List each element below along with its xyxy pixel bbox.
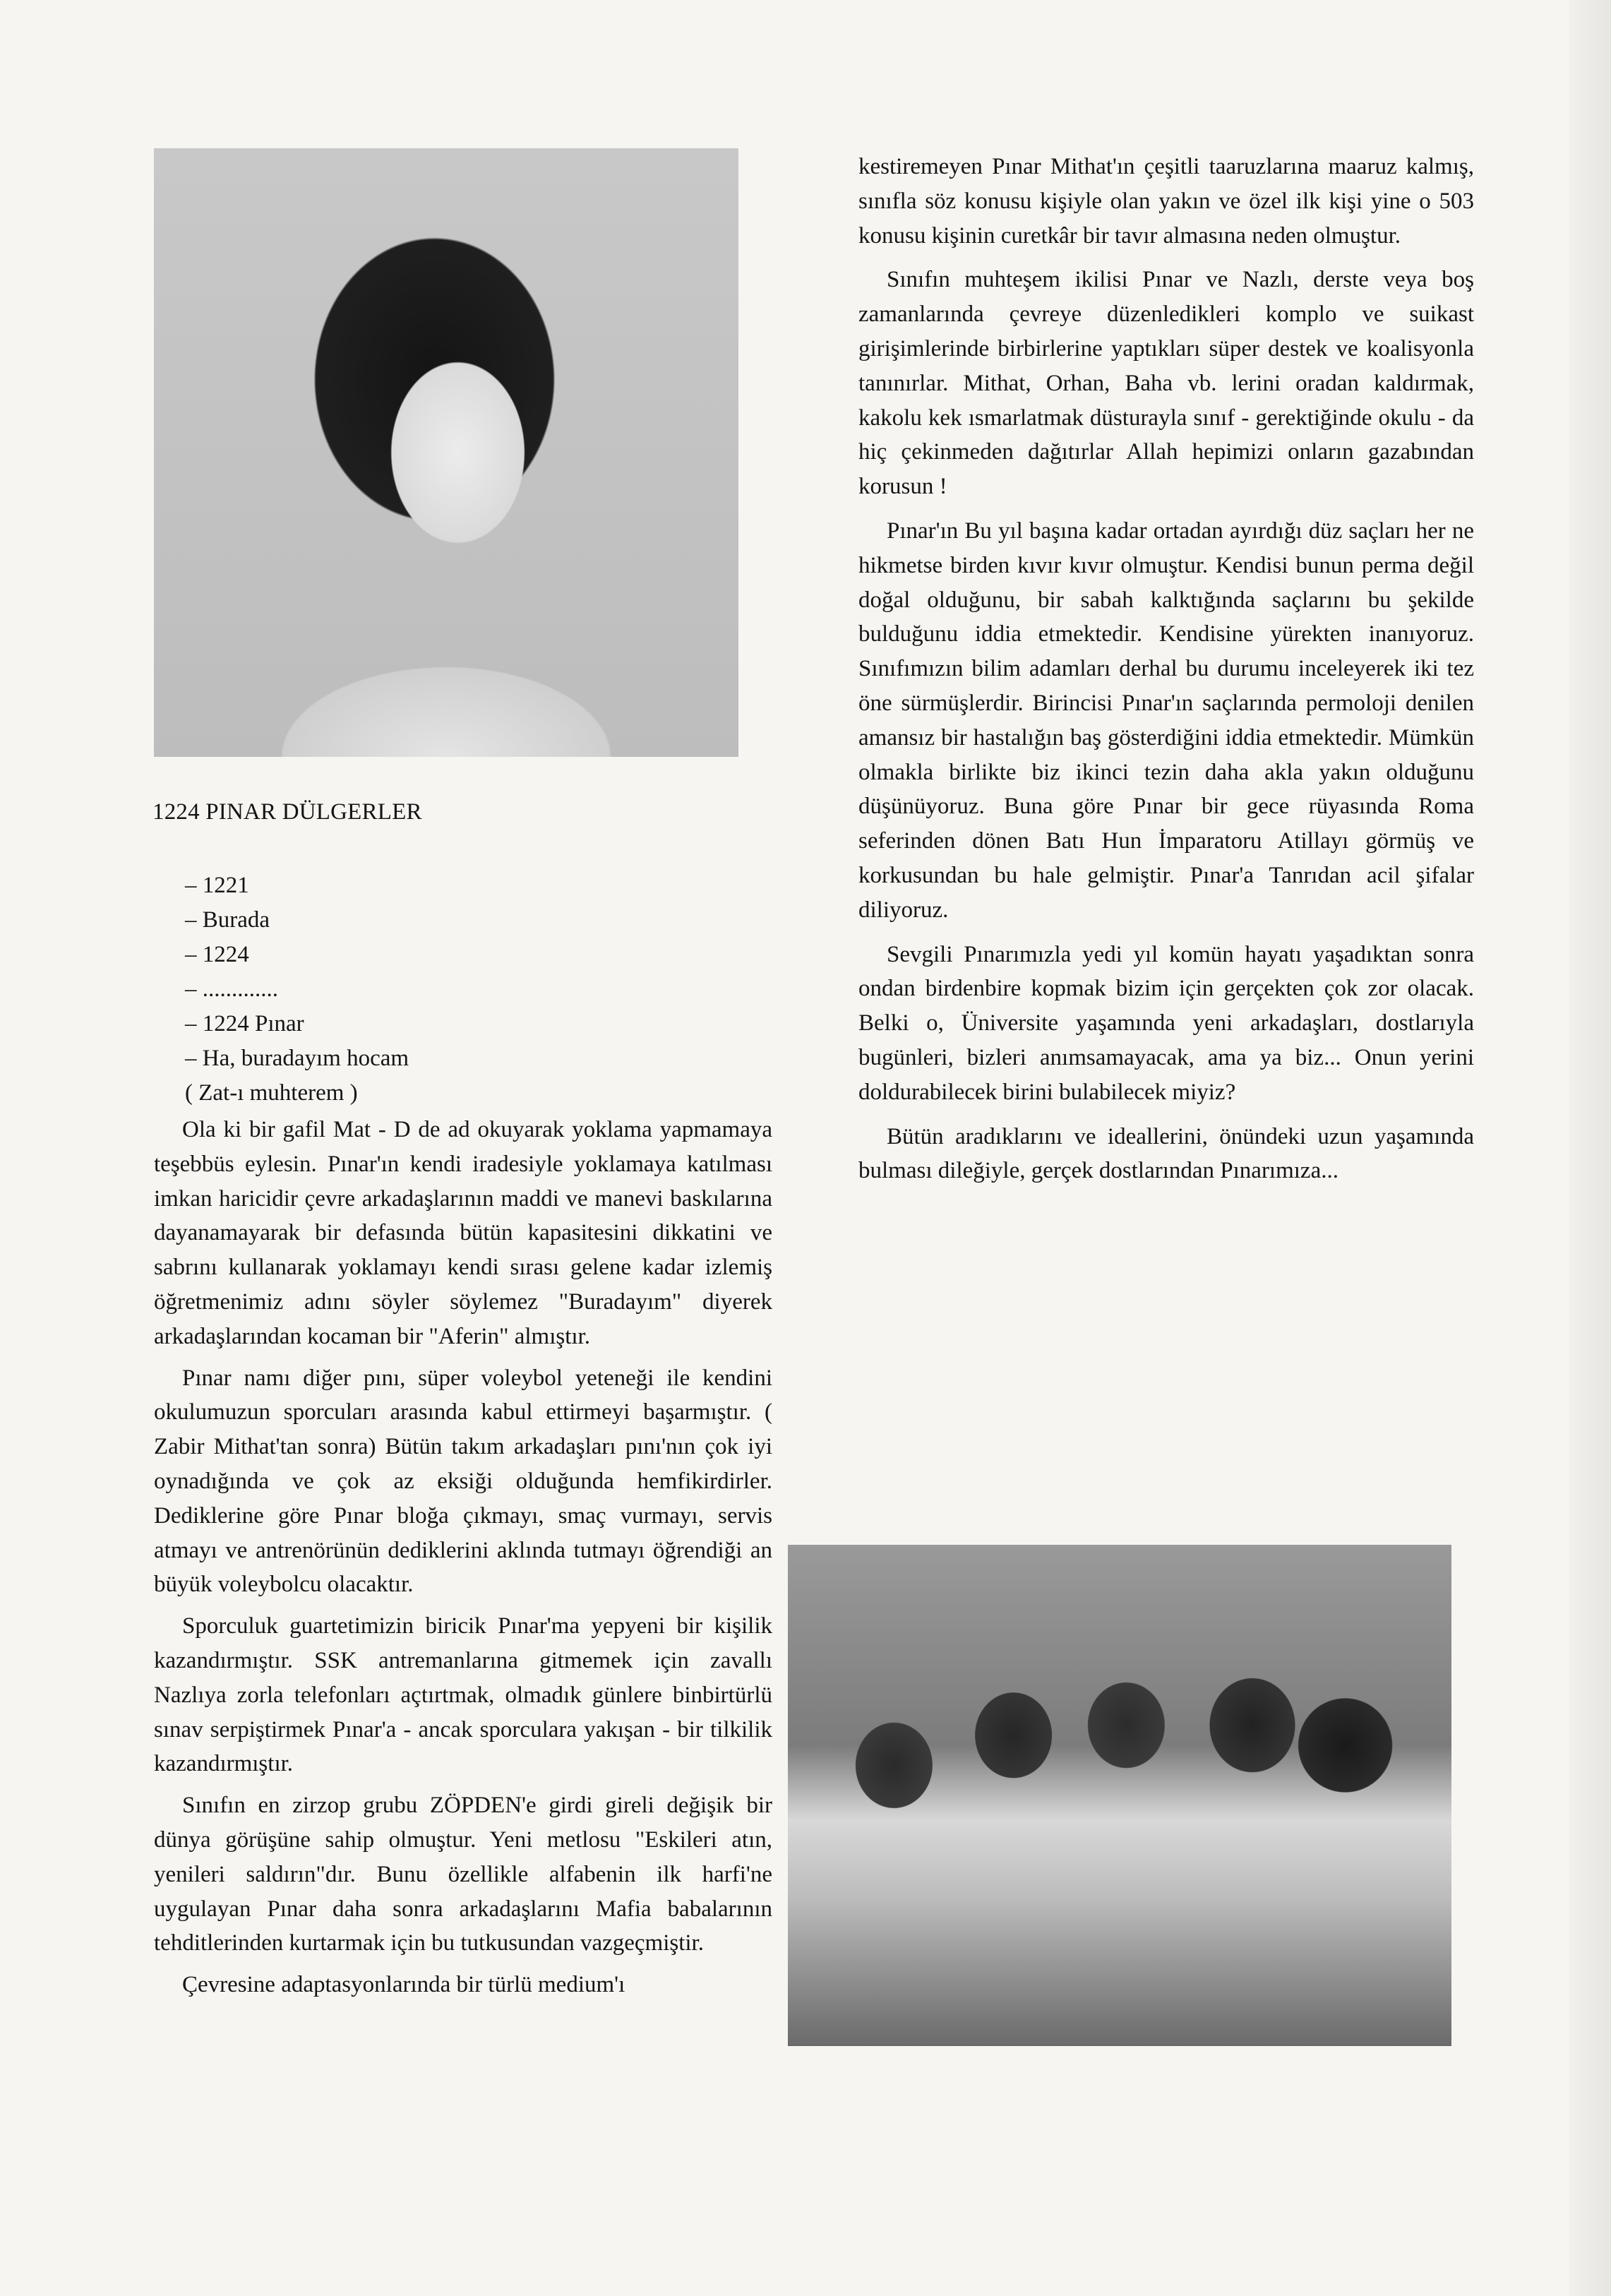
dialog-line: – 1224 [185,942,249,967]
dialog-line: – ............. [185,976,278,1002]
dialog-block [185,868,764,1111]
paragraph: Sporculuk guartetimizin biricik Pınar'ma yepyeni bir kişilik kazandırmıştır. SSK antremanlarına gitmemek için zavallı Nazlıya zorla telefonları açtırtmak, olmadık günlere binbirtürlü sınav serpiştirmek Pınar'a - ancak sporculara yakışan - bir tilkilik kazandırmıştır. [154,1613,772,1777]
paragraph: Sınıfın muhteşem ikilisi Pınar ve Nazlı, derste veya boş zamanlarında çevreye düzenledikleri komplo ve suikast girişimlerinde birbirlerine yaptıkları süper destek ve koalisyonla tanınırlar. Mithat, Orhan, Baha vb. lerini oradan kaldırmak, kakolu kek ısmarlatmak düsturayla sınıf - gerektiğinde okulu - da hiç çekinmeden dağıtırlar Allah hepimizi onların gazabından korusun ! [858,267,1474,500]
dialog-line: – 1224 Pınar [185,1011,304,1036]
dialog-line: – 1221 [185,873,249,898]
dialog-line: – Ha, buradayım hocam [185,1046,409,1071]
paragraph: Sınıfın en zirzop grubu ZÖPDEN'e girdi gireli değişik bir dünya görüşüne sahip olmuştur. Yeni metlosu "Eskileri atın, yenileri saldırın"dır. Bunu özellikle alfabenin ilk harfi'ne uygulayan Pınar daha sonra arkadaşlarını Mafia babalarının tehditlerinden kurtarmak için bu tutkusundan vazgeçmiştir. [154,1793,772,1956]
dialog-line: ( Zat-ı muhterem ) [185,1080,358,1106]
paragraph: Pınar'ın Bu yıl başına kadar ortadan ayırdığı düz saçları her ne hikmetse birden kıvır kıvır olmuştur. Kendisi bunun perma değil doğal olduğunu, bir sabah kalktığında saçlarını bu şekilde bulduğunu iddia etmektedir. Kendisine yürekten inanıyoruz. Sınıfımızın bilim adamları derhal bu durumu inceleyerek iki tez öne sürmüşlerdir. Birincisi Pınar'ın saçlarında permoloji denilen amansız bir hastalığın baş gösterdiğini iddia etmektedir. Mümkün olmakla birlikte biz ikinci tezin daha akla yakın olduğunu düşünüyoruz. Buna göre Pınar bir gece rüyasında Roma seferinden dönen Batı Hun İmparatoru Atillayı görmüş ve korkusundan bu hale gelmiştir. Pınar'a Tanrıdan acil şifalar diliyoruz. [858,518,1474,923]
paragraph: Sevgili Pınarımızla yedi yıl komün hayatı yaşadıktan sonra ondan birdenbire kopmak bizim için gerçekten çok zor olacak. Belki o, Üniversite yaşamında yeni arkadaşları, dostlarıyla bugünleri, bizleri anımsamayacak, ama ya biz... Onun yerini doldurabilecek birini bulabilecek miyiz? [858,941,1474,1105]
portrait-photo [154,148,738,757]
paragraph: kestiremeyen Pınar Mithat'ın çeşitli taaruzlarına maaruz kalmış, sınıfla söz konusu kişiyle olan yakın ve özel ilk kişi yine o 503 konusu kişinin curetkâr bir tavır almasına neden olmuştur. [858,154,1474,249]
student-caption: 1224 PINAR DÜLGERLER [152,799,422,825]
paragraph: Ola ki bir gafil Mat - D de ad okuyarak yoklama yapmamaya teşebbüs eylesin. Pınar'ın kendi iradesiyle yoklamaya katılması imkan haricidir çevre arkadaşlarının maddi ve manevi baskılarına dayanamayarak bir defasında bütün kapasitesini dikkatini ve sabrını kullanarak yoklamayı kendi sırası gelene kadar izlemiş öğretmenimiz adını söyler söylemez "Buradayım" diyerek arkadaşlarından kocaman bir "Aferin" almıştır. [154,1117,772,1349]
group-photo [788,1545,1451,2046]
paragraph: Pınar namı diğer pını, süper voleybol yeteneği ile kendini okulumuzun sporcuları arasında kabul ettirmeyi başarmıştır. ( Zabir Mithat'tan sonra) Bütün takım arkadaşları pını'nın çok iyi oynadığında ve çok az eksiği olduğunda hemfikirdirler. Dediklerine göre Pınar bloğa çıkmayı, smaç vurmayı, servis atmayı ve antrenörünün dediklerini aklında tutmayı öğrendiği an büyük voleybolcu olacaktır. [154,1365,772,1598]
left-column-text [154,1113,772,2002]
page-edge [1569,0,1611,2296]
paragraph: Bütün aradıklarını ve ideallerini, önündeki uzun yaşamında bulması dileğiyle, gerçek dostlarından Pınarımıza... [858,1123,1474,1184]
right-column-text [858,150,1474,1188]
dialog-line: – Burada [185,907,270,933]
paragraph: Çevresine adaptasyonlarında bir türlü medium'ı [182,1972,625,1998]
